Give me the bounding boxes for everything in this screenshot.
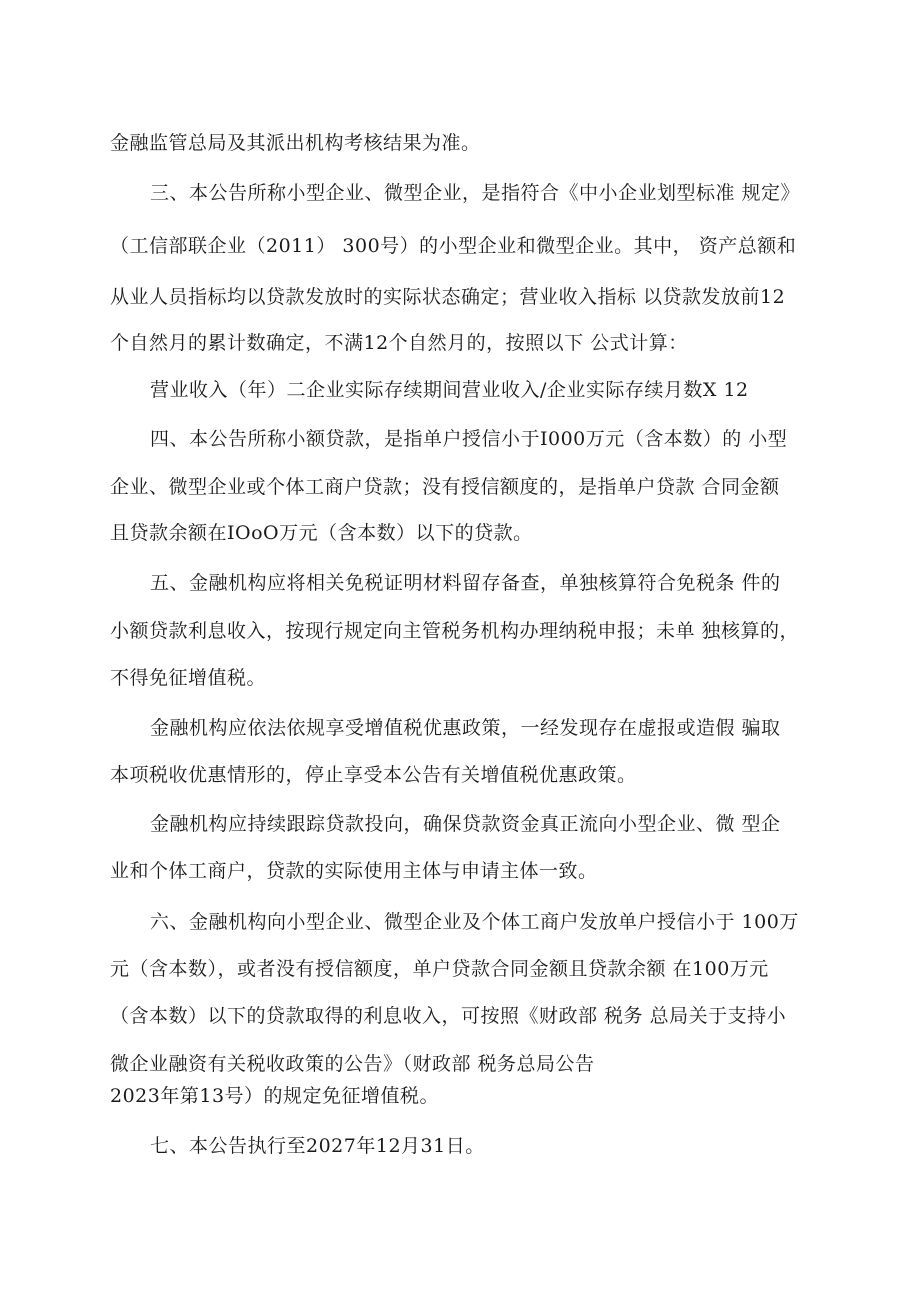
text-line: 微企业融资有关税收政策的公告》（财政部 税务总局公告 [110,1053,595,1075]
text-line: （工信部联企业（2011） 300号）的小型企业和微型企业。其中， 资产总额和 [110,235,797,257]
text-line: 七、本公告执行至2027年12月31日。 [150,1135,485,1157]
text-line: 金融机构应依法依规享受增值税优惠政策，一经发现存在虚报或造假 骗取 [150,717,781,739]
text-line: 小额贷款利息收入，按现行规定向主管税务机构办理纳税申报；未单 独核算的， [110,620,800,642]
text-line: 个自然月的累计数确定，不满12个自然月的，按照以下 公式计算： [110,332,688,354]
text-line: 2023年第13号）的规定免征增值税。 [110,1085,440,1107]
text-line: 且贷款余额在IOoO万元（含本数）以下的贷款。 [110,522,533,544]
text-line: 本项税收优惠情形的，停止享受本公告有关增值税优惠政策。 [110,764,637,786]
text-line: 金融监管总局及其派出机构考核结果为准。 [110,132,481,154]
text-line: 五、金融机构应将相关免税证明材料留存备查，单独核算符合免税条 件的 [150,572,781,594]
text-line: 业和个体工商户，贷款的实际使用主体与申请主体一致。 [110,860,598,882]
text-line: 三、本公告所称小型企业、微型企业，是指符合《中小企业划型标准 规定》 [150,182,801,204]
text-line: 营业收入（年）二企业实际存续期间营业收入/企业实际存续月数X 12 [150,379,749,401]
text-line: 企业、微型企业或个体工商户贷款；没有授信额度的，是指单户贷款 合同金额 [110,476,780,498]
text-line: 六、金融机构向小型企业、微型企业及个体工商户发放单户授信小于 100万 [150,911,799,933]
text-line: 四、本公告所称小额贷款，是指单户授信小于I000万元（含本数）的 小型 [150,428,788,450]
text-line: 金融机构应持续跟踪贷款投向，确保贷款资金真正流向小型企业、微 型企 [150,813,781,835]
text-line: 不得免征增值税。 [110,667,267,689]
text-line: 元（含本数），或者没有授信额度，单户贷款合同金额且贷款余额 在100万元 [110,958,769,980]
text-line: （含本数）以下的贷款取得的利息收入，可按照《财政部 税务 总局关于支持小 [110,1005,787,1027]
text-line: 从业人员指标均以贷款发放时的实际状态确定；营业收入指标 以贷款发放前12 [110,286,786,308]
